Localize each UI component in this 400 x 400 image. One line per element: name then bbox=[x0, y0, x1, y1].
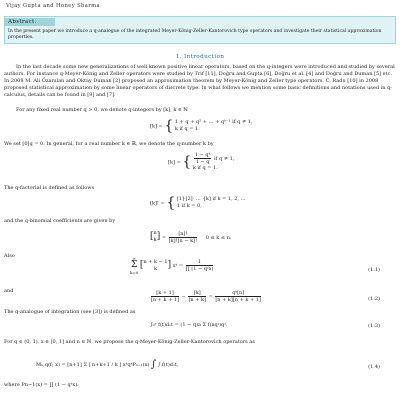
equation-1-4: Mₙ,q(f; x) = [n+1] Σ [ n+k+1 / k ] xᵏqᵏPₙ₋₁(x) ∫ ∫ f(t)dₒt, bbox=[36, 359, 179, 370]
e12-den: [n + k][n + k + 1] bbox=[215, 297, 261, 303]
equation-qinteger: [k] = { 1 + q + q² + … + qᵏ⁻¹ if q ≠ 1, k if q = 1. bbox=[150, 118, 253, 134]
equation-qbinomial: [ n k ] = $\frac{[n]!}{[k]![n - k]!}$ 0 ≤ k ≤ n. bbox=[150, 230, 232, 244]
paragraph-and: and bbox=[4, 288, 14, 294]
equation-number-1-1: (1.1) bbox=[368, 267, 380, 273]
e11-num: 1 bbox=[186, 259, 214, 266]
paragraph-intro: In the last decade some new generalizations of well known positive linear operators, based on the q-integers were introduced and studied by several authors. For instance q-Meyer-König and Zeller operators were studied by Trif [11], Doğru and Gupta [6], Doğru et al. [4] and Doğru and Duman [5] etc. In 2008 M. Ali Özarslan and Oktay Duman [2] proposed an approximation theorem by Meyer-König and Zeller type operators. C. Radu [10] in 2008 proposed statistical approximation by some linear operators of discrete type. In what follows we mention some basic definitions and notations used in q-calculus, details can be found in [9] and [7]. bbox=[4, 64, 395, 98]
qint-case2: k if q = 1. bbox=[174, 126, 200, 132]
fact-lhs: [k]! = bbox=[150, 200, 165, 207]
paragraph-qbinomial: and the q-binomial coefficients are given by bbox=[4, 218, 116, 224]
fact-case1: [1]·[2]· … ·[k] if k = 1, 2, … bbox=[176, 196, 246, 202]
abstract-box bbox=[4, 16, 396, 44]
section-title: 1. Introduction bbox=[175, 54, 225, 60]
qnum-lhs: [k] = bbox=[168, 159, 181, 166]
equation-1-3: ∫₀ᵃ f(t)dₒt = (1 − q)a Σ f(aqʲ)qʲ. bbox=[150, 322, 228, 328]
equation-number-1-3: (1.3) bbox=[368, 323, 380, 329]
e14-rhs: ∫ f(t)dₒt, bbox=[157, 362, 179, 368]
paragraph-operators: For q ∈ (0, 1), x ∈ [0, 1] and n ∈ ℕ, we propose the q-Meyer-König-Zeller-Kantorovich operators as bbox=[4, 339, 255, 345]
equation-qfactorial: [k]! = { [1]·[2]· … ·[k] if k = 1, 2, … 1 if k = 0, bbox=[150, 195, 246, 211]
fact-case2: 1 if k = 0, bbox=[176, 203, 202, 209]
equation-number-1-2: (1.2) bbox=[368, 296, 380, 302]
paragraph-qfactorial: The q-factorial is defined as follows bbox=[4, 185, 95, 191]
paragraph-where: where Pn−1(x) = ∏ (1 − qˢx). bbox=[4, 382, 79, 388]
paragraph-qnumber: We set [0]q = 0. In general, for a real number k ∈ ℝ, we denote the q-number k by bbox=[4, 141, 214, 147]
e12-num: qᵏ[n] bbox=[215, 290, 261, 297]
paragraph-qint: For any fixed real number q > 0, we denote q-integers by [k], k ∈ ℕ bbox=[16, 107, 188, 113]
binom-cond: 0 ≤ k ≤ n. bbox=[205, 234, 232, 241]
qnum-case1-cond: if q ≠ 1, bbox=[214, 156, 235, 162]
e11-den: ∏ (1 − qˢx) bbox=[185, 266, 214, 272]
equation-qnumber: [k] = { $\frac{\text{1 − qᵏ}}{1 - q}$ if q ≠ 1, k if q = 1. bbox=[168, 152, 235, 171]
qnum-frac-den: 1 − q bbox=[195, 159, 210, 165]
e14-lhs: Mₙ,q(f; x) = [n+1] Σ [ n+k+1 / k ] xᵏqᵏPₙ₋₁(x) bbox=[36, 362, 150, 368]
paragraph-also: Also bbox=[4, 253, 15, 259]
qnum-case2: k if q = 1. bbox=[192, 165, 218, 171]
qint-case1: 1 + q + q² + … + qᵏ⁻¹ if q ≠ 1, bbox=[174, 119, 253, 125]
running-head: Vijay Gupta and Honey Sharma bbox=[6, 3, 100, 9]
qnum-frac-num: 1 − qᵏ bbox=[194, 152, 211, 158]
equation-1-2: $\frac{[k + 1]}{[n + k + 1]}$ − $\frac{[k]}{[n + k]}$ = $\frac{\text{qᵏ[n]}}{[n + k][n + k + 1]}$ bbox=[151, 290, 261, 303]
equation-1-1: ∞ Σ k=0 [ n + k − 1 k ] xᵏ = $\frac{1}{\text{∏ (1 − qˢx)}}$ bbox=[130, 256, 214, 275]
binom-num: [n]! bbox=[169, 231, 197, 238]
abstract-label: Abstract. bbox=[5, 18, 55, 26]
abstract-text: In the present paper we introduce a q-analogue of the integrated Meyer-König-Zeller-Kantorovich type operators and investigate their statistical approximation properties. bbox=[8, 29, 382, 40]
equation-number-1-4: (1.4) bbox=[368, 364, 380, 370]
paragraph-integration: The q-analogue of integration (see [3]) is defined as bbox=[4, 309, 136, 315]
binom-den: [k]![n − k]! bbox=[168, 237, 198, 244]
qint-lhs: [k] = bbox=[150, 123, 163, 130]
